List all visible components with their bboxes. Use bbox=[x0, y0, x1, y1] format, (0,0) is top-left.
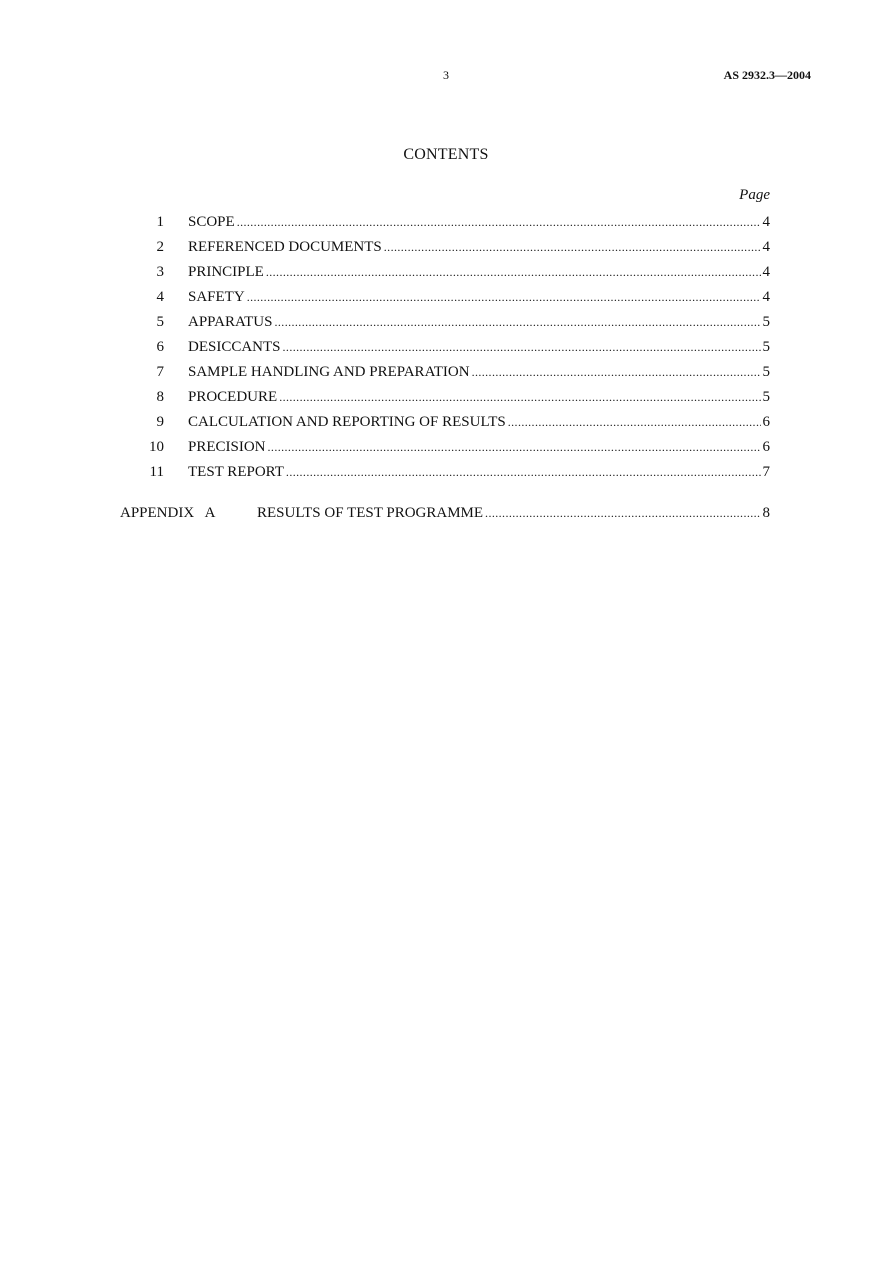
dot-leader bbox=[485, 503, 760, 523]
toc-entry-procedure[interactable] bbox=[120, 387, 770, 412]
table-of-contents bbox=[120, 212, 770, 528]
toc-entry-calculation[interactable] bbox=[120, 412, 770, 437]
toc-entry-title: SAMPLE HANDLING AND PREPARATION bbox=[188, 364, 470, 380]
toc-entry-number: 7 bbox=[156, 364, 164, 380]
dot-leader bbox=[237, 212, 761, 232]
appendix-title: RESULTS OF TEST PROGRAMME bbox=[257, 505, 484, 521]
toc-entry-page: 5 bbox=[762, 389, 770, 405]
toc-entry-number: 3 bbox=[156, 264, 164, 280]
toc-entry-title: PRINCIPLE bbox=[188, 264, 264, 280]
toc-entry-apparatus[interactable] bbox=[120, 312, 770, 337]
document-id: AS 2932.3—2004 bbox=[723, 68, 811, 82]
toc-entry-page: 4 bbox=[762, 214, 770, 230]
toc-entry-page: 7 bbox=[762, 464, 770, 480]
toc-entry-title: SAFETY bbox=[188, 289, 245, 305]
toc-entry-title: DESICCANTS bbox=[188, 339, 281, 355]
toc-entry-number: 10 bbox=[149, 439, 164, 455]
toc-entry-appendix-a[interactable] bbox=[120, 503, 770, 528]
dot-leader bbox=[279, 387, 760, 407]
toc-entry-page: 5 bbox=[762, 364, 770, 380]
page-number: 3 bbox=[443, 68, 449, 82]
toc-entry-number: 5 bbox=[156, 314, 164, 330]
toc-entry-test-report[interactable] bbox=[120, 462, 770, 487]
toc-entry-page: 4 bbox=[762, 239, 770, 255]
toc-entry-number: 6 bbox=[156, 339, 164, 355]
page-column-label: Page bbox=[739, 187, 770, 203]
toc-entry-page: 4 bbox=[762, 289, 770, 305]
toc-entry-safety[interactable] bbox=[120, 287, 770, 312]
toc-entry-title: PROCEDURE bbox=[188, 389, 278, 405]
contents-title: CONTENTS bbox=[403, 146, 489, 163]
toc-entry-page: 5 bbox=[762, 314, 770, 330]
toc-entry-number: 8 bbox=[156, 389, 164, 405]
toc-entry-title: TEST REPORT bbox=[188, 464, 284, 480]
dot-leader bbox=[508, 412, 761, 432]
toc-entry-page: 6 bbox=[762, 439, 770, 455]
toc-entry-page: 4 bbox=[762, 264, 770, 280]
toc-entry-number: 4 bbox=[156, 289, 164, 305]
dot-leader bbox=[384, 237, 761, 257]
toc-entry-number: 1 bbox=[156, 214, 164, 230]
dot-leader bbox=[283, 337, 761, 357]
toc-entry-page: 5 bbox=[762, 339, 770, 355]
appendix-label: APPENDIX A bbox=[120, 505, 216, 521]
dot-leader bbox=[472, 362, 761, 382]
toc-entry-number: 9 bbox=[156, 414, 164, 430]
toc-entry-title: SCOPE bbox=[188, 214, 235, 230]
toc-entry-sample-handling[interactable] bbox=[120, 362, 770, 387]
appendix-page: 8 bbox=[762, 505, 770, 521]
toc-entry-referenced-documents[interactable] bbox=[120, 237, 770, 262]
toc-entry-number: 2 bbox=[156, 239, 164, 255]
dot-leader bbox=[266, 262, 761, 282]
dot-leader bbox=[286, 462, 761, 482]
dot-leader bbox=[268, 437, 761, 457]
toc-entry-title: APPARATUS bbox=[188, 314, 273, 330]
dot-leader bbox=[247, 287, 761, 307]
toc-entry-precision[interactable] bbox=[120, 437, 770, 462]
toc-entry-page: 6 bbox=[762, 414, 770, 430]
toc-entry-scope[interactable] bbox=[120, 212, 770, 237]
toc-entry-desiccants[interactable] bbox=[120, 337, 770, 362]
toc-entry-principle[interactable] bbox=[120, 262, 770, 287]
dot-leader bbox=[275, 312, 761, 332]
toc-entry-title: REFERENCED DOCUMENTS bbox=[188, 239, 382, 255]
toc-entry-title: PRECISION bbox=[188, 439, 266, 455]
toc-entry-title: CALCULATION AND REPORTING OF RESULTS bbox=[188, 414, 506, 430]
toc-entry-number: 11 bbox=[149, 464, 164, 480]
